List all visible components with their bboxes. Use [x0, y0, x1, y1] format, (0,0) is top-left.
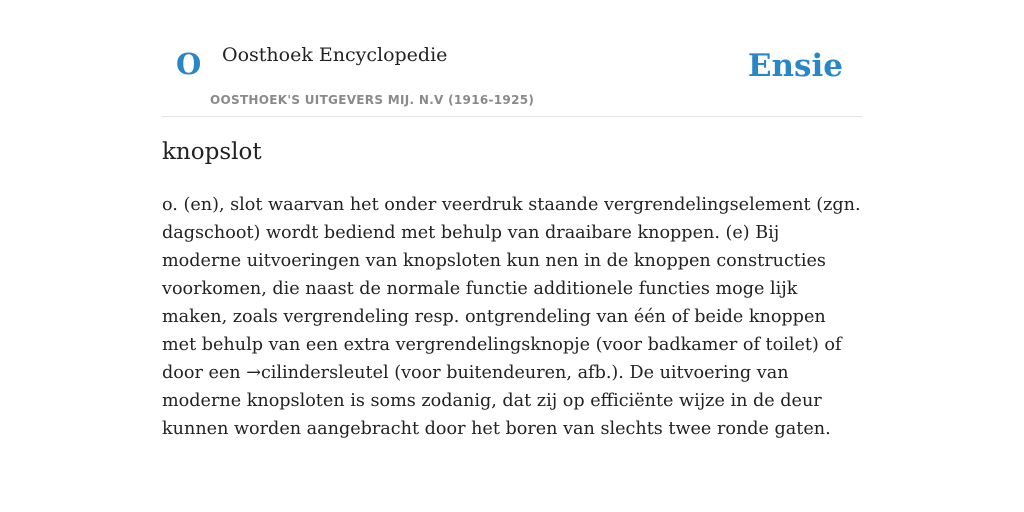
book-title[interactable]: Oosthoek Encyclopedie [222, 44, 448, 66]
publisher-label: OOSTHOEK'S UITGEVERS MIJ. N.V (1916-1925) [210, 93, 535, 107]
cross-reference-link[interactable]: →cilindersleutel [246, 363, 389, 383]
ensie-logo[interactable]: Ensie [747, 48, 843, 84]
entry-text-part-1: o. (en), slot waarvan het onder veerdruk staande vergrendelingselement (zgn. dagschoot) wordt bediend met behulp van draaibare knoppen. (e) Bij moderne uitvoeringen van knopsloten kun nen in de knoppen constructies voorkomen, die naast de normale functie additionele functies moge lijk maken, zoals vergrendeling resp. ontgrendeling van één of beide knoppen met behulp van een extra vergrendelingsknopje (voor badkamer of toilet) of door een [162, 195, 861, 383]
entry-body [162, 191, 862, 443]
header [162, 0, 862, 117]
entry-title: knopslot [162, 139, 262, 165]
entry-text-part-2: (voor buitendeuren, afb.). De uitvoering van moderne knopsloten is soms zodanig, dat zij op efficiënte wijze in de deur kunnen worden aangebracht door het boren van slechts twee ronde gaten. [162, 363, 831, 439]
logo-o-icon[interactable]: O [176, 47, 202, 81]
